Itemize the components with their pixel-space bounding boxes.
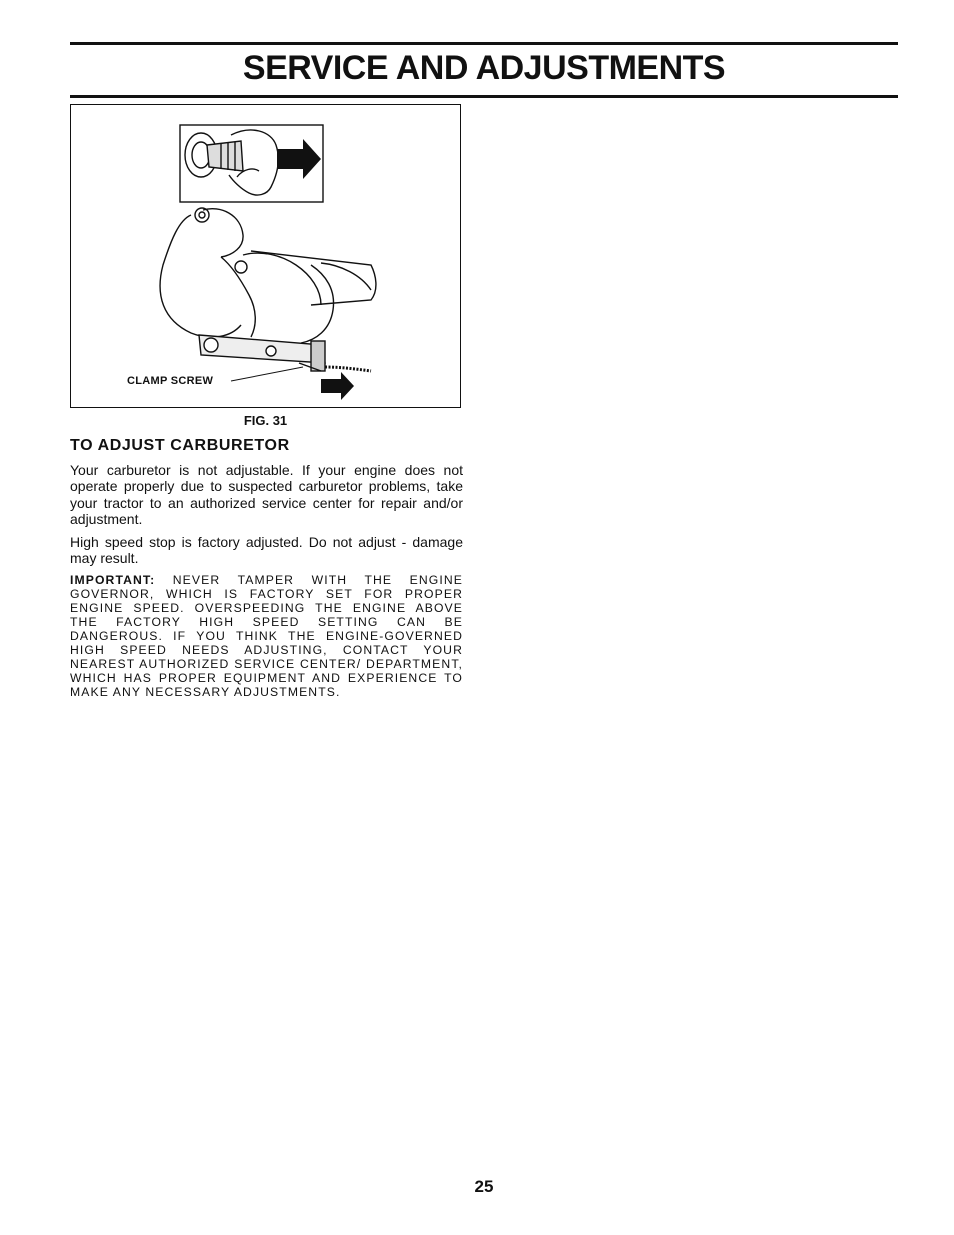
important-notice (70, 573, 463, 699)
clamp-screw-callout: CLAMP SCREW (127, 375, 214, 387)
arrow-right-icon (321, 372, 354, 400)
paragraph-high-speed-stop: High speed stop is factory adjusted. Do not adjust - damage may result. (70, 534, 463, 567)
header-rule-top (70, 42, 898, 45)
important-text: NEVER TAMPER WITH THE ENGINE GOVERNOR, WHICH IS FACTORY SET FOR PROPER ENGINE SPEED. OVERSPEEDING THE ENGINE ABOVE THE FACTORY HIGH SPEED SETTING CAN BE DANGEROUS. IF YOU THINK THE ENGINE-GOVERNED HIGH SPEED NEEDS ADJUSTING, CONTACT YOUR NEAREST AUTHORIZED SERVICE CENTER/ DEPARTMENT, WHICH HAS PROPER EQUIPMENT AND EXPERIENCE TO MAKE ANY NECESSARY ADJUSTMENTS. (70, 573, 463, 699)
figure-caption: FIG. 31 (243, 413, 288, 428)
figure-31 (70, 104, 461, 408)
page-title: SERVICE AND ADJUSTMENTS (242, 49, 726, 87)
paragraph-carburetor-not-adjustable: Your carburetor is not adjustable. If your engine does not operate properly due to suspected carburetor problems, take your tractor to an authorized service center for repair and/or adjustment. (70, 462, 463, 527)
header-rule-bottom (70, 95, 898, 98)
important-label: IMPORTANT: (70, 573, 156, 587)
page-number: 25 (474, 1177, 494, 1196)
carburetor-illustration (71, 105, 460, 407)
section-heading: TO ADJUST CARBURETOR (70, 437, 290, 454)
